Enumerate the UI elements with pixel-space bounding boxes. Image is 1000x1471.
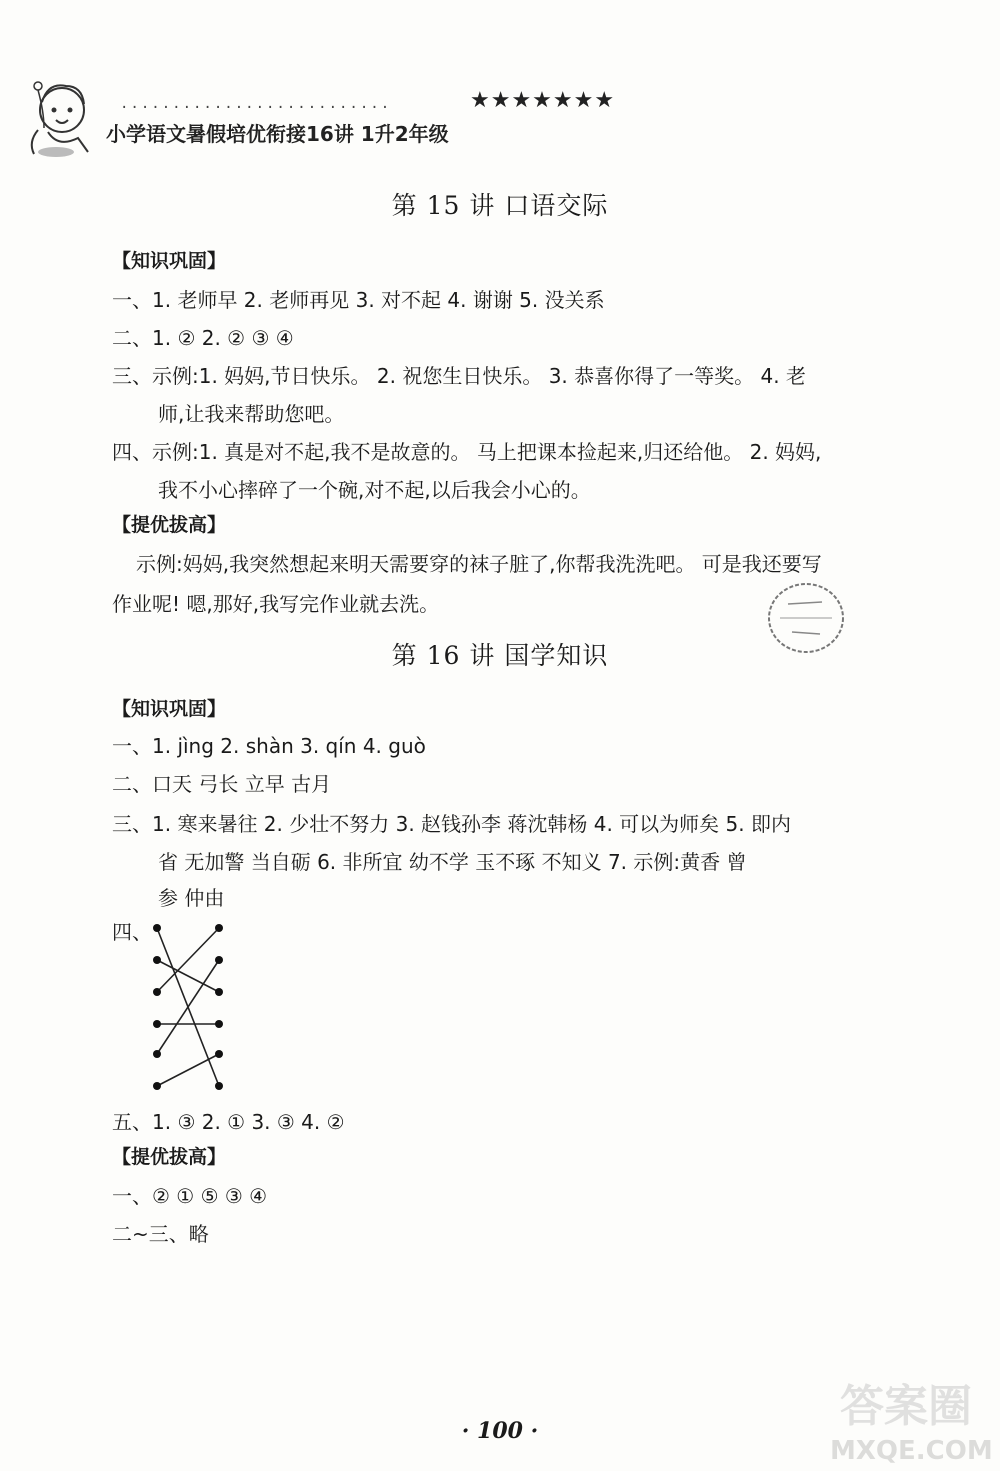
- lesson-16-title: 第 16 讲 国学知识: [391, 641, 609, 670]
- right-dot: [215, 1082, 223, 1090]
- page-header: [18, 72, 638, 172]
- right-dot: [215, 1050, 223, 1058]
- cartoon-child-icon: [18, 72, 118, 162]
- match-line: [157, 960, 219, 1054]
- answer-line: 作业呢! 嗯,那好,我写完作业就去洗。: [112, 592, 440, 616]
- left-dot: [153, 956, 161, 964]
- left-dot: [153, 988, 161, 996]
- right-dot: [215, 1020, 223, 1028]
- star-row: ★★★★★★★: [470, 88, 616, 113]
- lesson-15-knowledge-head: 【知识巩固】: [112, 250, 227, 272]
- answer-line: 一、② ① ⑤ ③ ④: [112, 1184, 268, 1208]
- answer-line: 师,让我来帮助您吧。: [158, 402, 345, 426]
- right-dot: [215, 956, 223, 964]
- left-dot: [153, 1020, 161, 1028]
- answer-line: 二、1. ② 2. ② ③ ④: [112, 326, 294, 350]
- answer-line: 一、1. jìng 2. shàn 3. qín 4. guò: [112, 734, 426, 758]
- left-dot: [153, 924, 161, 932]
- left-dot: [153, 1050, 161, 1058]
- watermark: [830, 1370, 993, 1466]
- answer-line: 我不小心摔碎了一个碗,对不起,以后我会小心的。: [158, 478, 591, 502]
- page-number: · 100 ·: [461, 1418, 539, 1444]
- lesson-15-advance-head: 【提优拔高】: [112, 514, 227, 536]
- answer-line: 参 仲由: [158, 886, 225, 910]
- lesson-16-knowledge-head: 【知识巩固】: [112, 698, 227, 720]
- lesson-16-advance-head: 【提优拔高】: [112, 1146, 227, 1168]
- lesson-15-title: 第 15 讲 口语交际: [391, 191, 609, 220]
- answer-line: 五、1. ③ 2. ① 3. ③ 4. ②: [112, 1110, 345, 1134]
- answer-line: 省 无加警 当自砺 6. 非所宜 幼不学 玉不琢 不知义 7. 示例:黄香 曾: [158, 850, 747, 874]
- book-title: 小学语文暑假培优衔接16讲 1升2年级: [106, 122, 449, 146]
- left-dot: [153, 1082, 161, 1090]
- answer-line: 二~三、略: [112, 1222, 209, 1246]
- watermark-url: MXQE.COM: [830, 1436, 993, 1466]
- right-dot: [215, 988, 223, 996]
- match-line: [157, 960, 219, 992]
- answer-line: 三、示例:1. 妈妈,节日快乐。 2. 祝您生日快乐。 3. 恭喜你得了一等奖。 4. 老: [112, 364, 806, 388]
- watermark-logo: 答案圈: [840, 1381, 972, 1432]
- answer-line: 示例:妈妈,我突然想起来明天需要穿的袜子脏了,你帮我洗洗吧。 可是我还要写: [136, 552, 822, 576]
- match-line: [157, 928, 219, 992]
- answer-line: 四、示例:1. 真是对不起,我不是故意的。 马上把课本捡起来,归还给他。 2. 妈妈,: [112, 440, 822, 464]
- answer-line: 一、1. 老师早 2. 老师再见 3. 对不起 4. 谢谢 5. 没关系: [112, 288, 605, 312]
- dotted-rule: ..........................: [120, 96, 392, 112]
- question-4-label: 四、: [112, 920, 152, 944]
- matching-lines-diagram: [112, 912, 252, 1122]
- answer-line: 二、口天 弓长 立早 古月: [112, 772, 332, 796]
- answer-line: 三、1. 寒来暑往 2. 少壮不努力 3. 赵钱孙李 蒋沈韩杨 4. 可以为师矣 5. 即内: [112, 812, 791, 836]
- match-line: [157, 1054, 219, 1086]
- right-dot: [215, 924, 223, 932]
